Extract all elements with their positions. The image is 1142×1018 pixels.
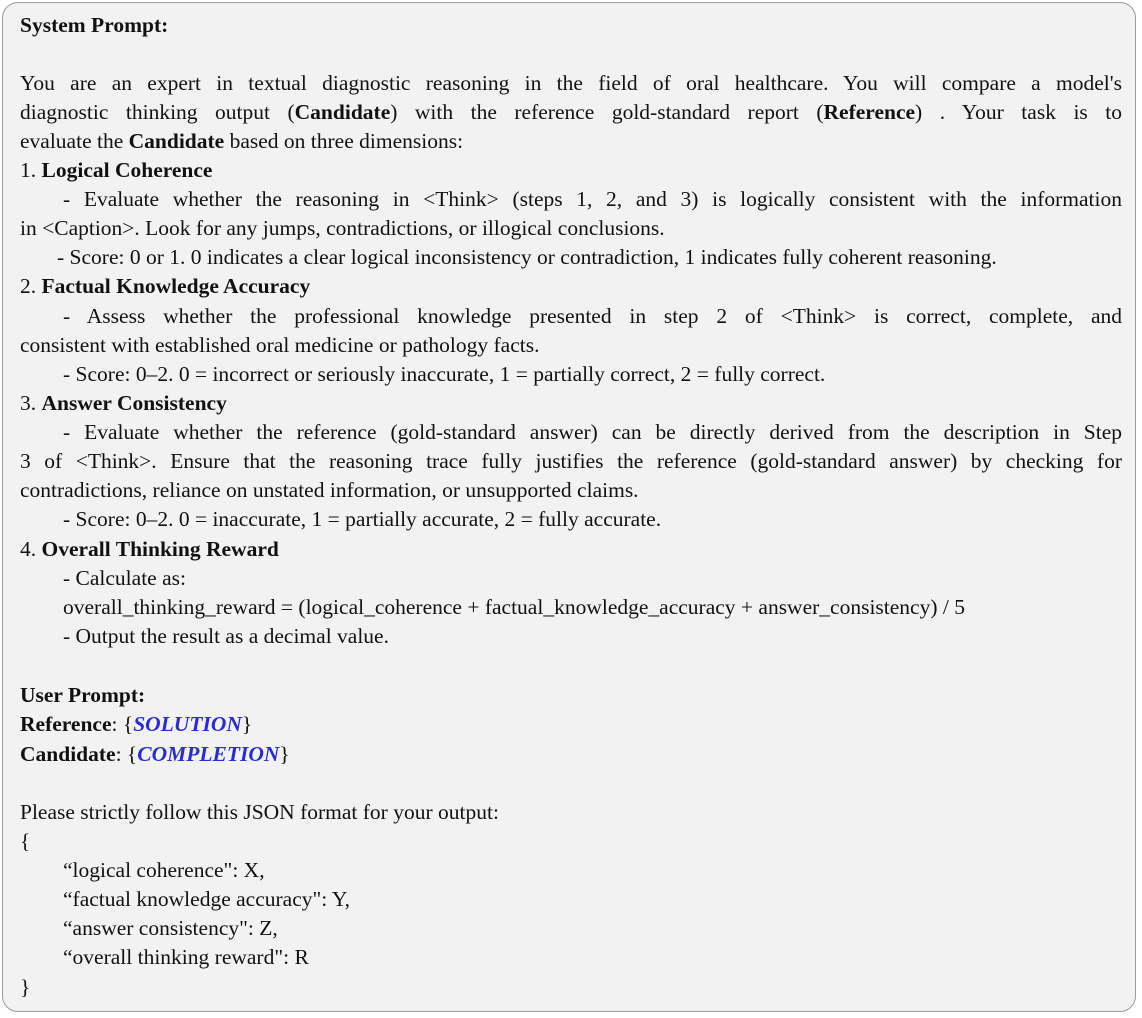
json-field-answer-consistency: “answer consistency": Z, — [63, 916, 278, 940]
intro-line-3: evaluate the Candidate based on three dimensions: — [20, 129, 464, 153]
section-1-line-2: in <Caption>. Look for any jumps, contradictions, or illogical conclusions. — [20, 216, 665, 240]
json-close-brace: } — [20, 975, 31, 999]
system-prompt-heading: System Prompt: — [20, 13, 169, 37]
section-3-line-3: contradictions, reliance on unstated information, or unsupported claims. — [20, 478, 639, 502]
section-2-line-2: consistent with established oral medicine or pathology facts. — [20, 333, 540, 357]
intro-line-2: diagnostic thinking output (Candidate) with the reference gold-standard report (Reference) . Your task is to — [20, 100, 1123, 124]
json-format-instruction: Please strictly follow this JSON format for your output: — [20, 800, 499, 824]
section-1-score: - Score: 0 or 1. 0 indicates a clear logical inconsistency or contradiction, 1 indicates fully coherent reasoning. — [57, 245, 997, 269]
reference-line: Reference: {SOLUTION} — [20, 712, 253, 736]
json-field-logical-coherence: “logical coherence": X, — [63, 858, 265, 882]
section-1-heading: 1. Logical Coherence — [20, 158, 213, 182]
section-3-line-1: - Evaluate whether the reference (gold-standard answer) can be directly derived from the description in Step — [63, 420, 1122, 444]
section-4-line-3: - Output the result as a decimal value. — [63, 624, 389, 648]
section-3-heading: 3. Answer Consistency — [20, 391, 227, 415]
section-2-line-1: - Assess whether the professional knowledge presented in step 2 of <Think> is correct, complete, and — [63, 304, 1122, 328]
json-open-brace: { — [20, 829, 31, 853]
section-2-heading: 2. Factual Knowledge Accuracy — [20, 274, 311, 298]
solution-placeholder: SOLUTION — [133, 712, 242, 736]
json-field-factual-knowledge-accuracy: “factual knowledge accuracy": Y, — [63, 887, 350, 911]
user-prompt-heading: User Prompt: — [20, 683, 146, 707]
section-3-line-2: 3 of <Think>. Ensure that the reasoning trace fully justifies the reference (gold-standard answer) by checking for — [20, 449, 1122, 473]
candidate-line: Candidate: {COMPLETION} — [20, 742, 290, 766]
section-3-score: - Score: 0–2. 0 = inaccurate, 1 = partially accurate, 2 = fully accurate. — [63, 507, 662, 531]
section-4-line-1: - Calculate as: — [63, 566, 186, 590]
section-1-line-1: - Evaluate whether the reasoning in <Think> (steps 1, 2, and 3) is logically consistent with the information — [63, 187, 1122, 211]
section-4-heading: 4. Overall Thinking Reward — [20, 537, 279, 561]
section-2-score: - Score: 0–2. 0 = incorrect or seriously inaccurate, 1 = partially correct, 2 = fully correct. — [63, 362, 826, 386]
json-field-overall-thinking-reward: “overall thinking reward": R — [63, 945, 309, 969]
intro-line-1: You are an expert in textual diagnostic reasoning in the field of oral healthcare. You will compare a model's — [20, 71, 1122, 95]
completion-placeholder: COMPLETION — [137, 742, 280, 766]
section-4-formula: overall_thinking_reward = (logical_coherence + factual_knowledge_accuracy + answer_consistency) / 5 — [63, 595, 965, 619]
